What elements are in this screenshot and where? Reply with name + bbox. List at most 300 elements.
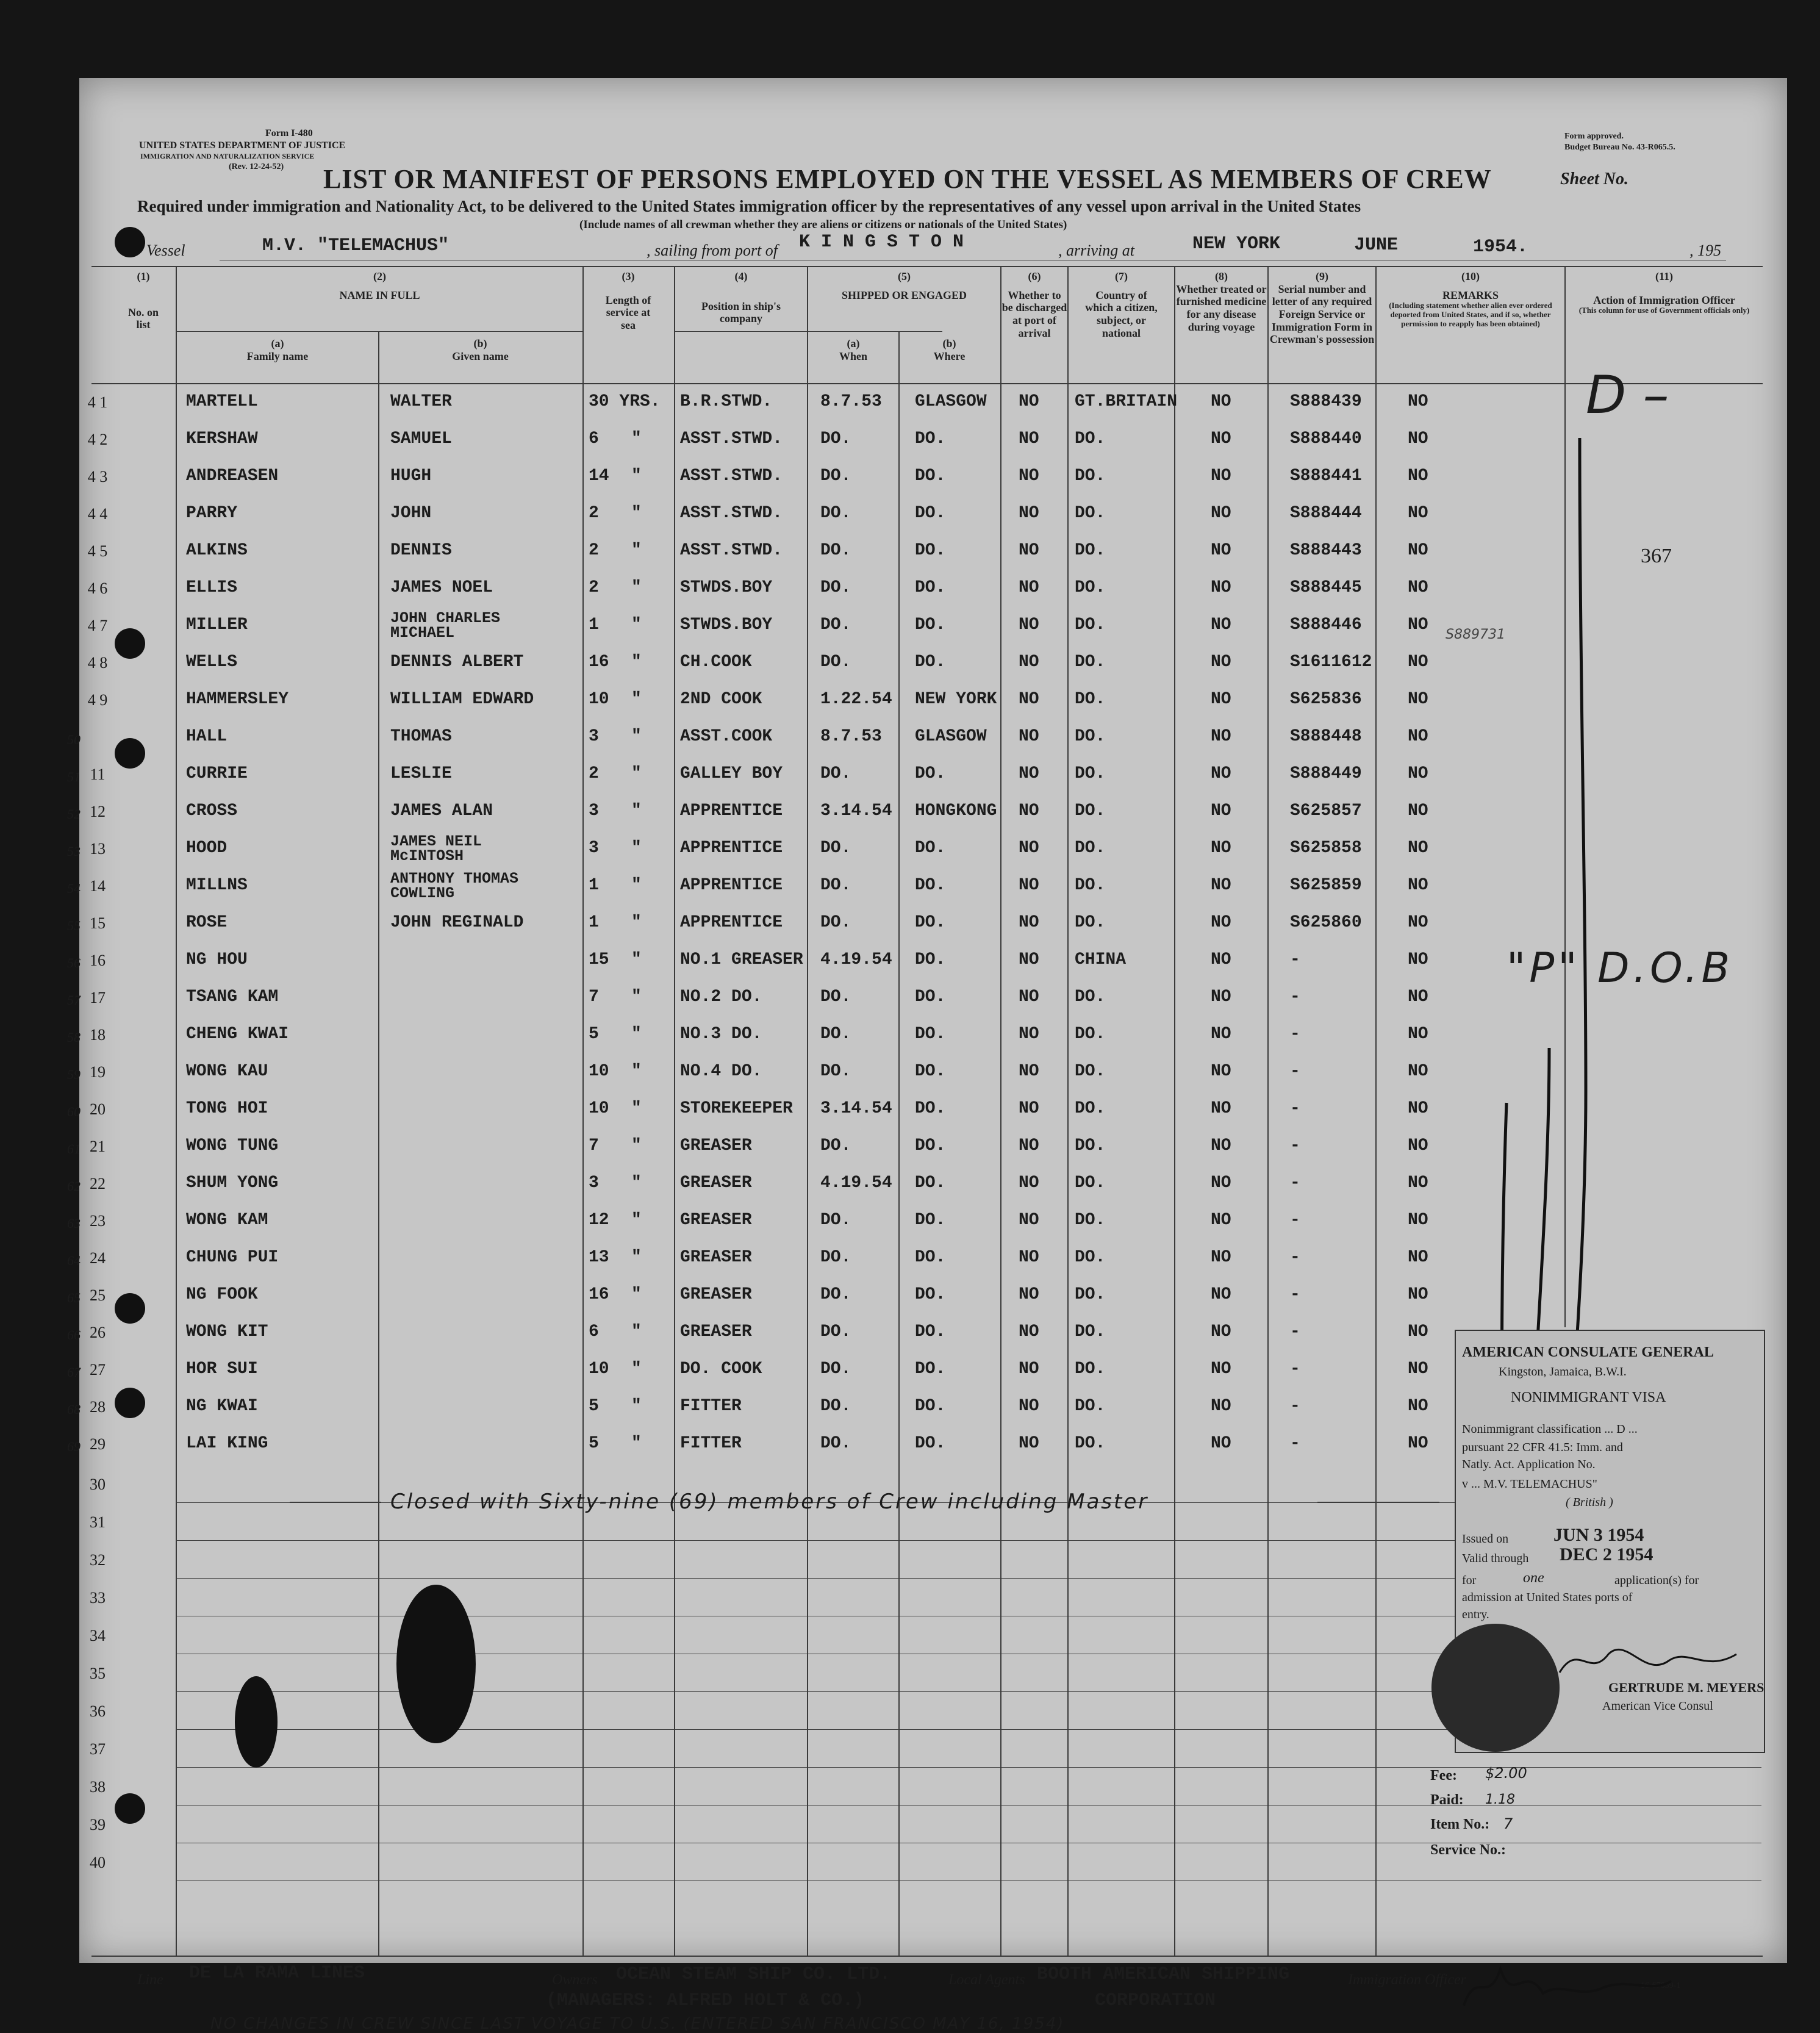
cell-position: GREASER xyxy=(680,1322,752,1341)
cell-position: NO.2 DO. xyxy=(680,988,762,1006)
cell-country: CHINA xyxy=(1075,950,1127,969)
row-number-handwritten: 54 xyxy=(67,881,81,896)
cell-where: DO. xyxy=(915,1322,946,1341)
ditto-mark: " xyxy=(631,801,642,820)
row-number: 34 xyxy=(90,1627,106,1644)
stamp-location: Kingston, Jamaica, B.W.I. xyxy=(1499,1365,1627,1379)
ditto-mark: " xyxy=(631,541,642,560)
cell-serial: S625860 xyxy=(1290,913,1362,932)
cell-medicine: NO xyxy=(1211,1174,1231,1192)
cell-family: NG KWAI xyxy=(186,1397,258,1416)
cell-position: NO.1 GREASER xyxy=(680,950,803,969)
cell-discharged: NO xyxy=(1019,1211,1039,1230)
cell-discharged: NO xyxy=(1019,578,1039,597)
cell-length: 30 YRS. xyxy=(589,392,661,411)
col3-header: (3) Length of service at sea xyxy=(605,270,651,332)
footer-line: DE LA RAMA LINES xyxy=(189,1963,365,1984)
cell-position: STWDS.BOY xyxy=(680,615,773,634)
cell-serial: - xyxy=(1290,1211,1300,1230)
cell-family: CURRIE xyxy=(186,764,248,783)
cell-family: WONG KIT xyxy=(186,1322,268,1341)
footer-owners: OCEAN STEAM SHIP CO. LTD. xyxy=(616,1964,891,1985)
cell-discharged: NO xyxy=(1019,1397,1039,1416)
ditto-mark: " xyxy=(631,1136,642,1155)
cell-when: DO. xyxy=(820,653,851,672)
stamp-consulate: AMERICAN CONSULATE GENERAL xyxy=(1462,1344,1714,1360)
cell-country: DO. xyxy=(1075,876,1106,895)
pdob-mark: "P" D.O.B xyxy=(1507,944,1734,992)
cell-medicine: NO xyxy=(1211,1025,1231,1044)
cell-discharged: NO xyxy=(1019,1099,1039,1118)
paid-label: Paid: xyxy=(1430,1792,1464,1808)
cell-position: GREASER xyxy=(680,1285,752,1304)
ditto-mark: " xyxy=(631,1099,642,1118)
cell-position: STWDS.BOY xyxy=(680,578,773,597)
stamp-for-value: one xyxy=(1523,1570,1544,1586)
cell-discharged: NO xyxy=(1019,690,1039,709)
cell-medicine: NO xyxy=(1211,1397,1231,1416)
ditto-mark: " xyxy=(631,1397,642,1416)
cell-medicine: NO xyxy=(1211,1211,1231,1230)
cell-medicine: NO xyxy=(1211,876,1231,895)
cell-length: 2 xyxy=(589,764,599,783)
cell-country: DO. xyxy=(1075,1248,1106,1267)
cell-serial: - xyxy=(1290,1062,1300,1081)
cell-serial: S625858 xyxy=(1290,839,1362,858)
cell-serial: S888449 xyxy=(1290,764,1362,783)
cell-where: DO. xyxy=(915,1136,946,1155)
cell-when: DO. xyxy=(820,1025,851,1044)
cell-medicine: NO xyxy=(1211,467,1231,486)
cell-discharged: NO xyxy=(1019,1174,1039,1192)
cell-serial: S888440 xyxy=(1290,429,1362,448)
name-subheader-line xyxy=(177,331,582,332)
cell-where: DO. xyxy=(915,429,946,448)
cell-position: GREASER xyxy=(680,1174,752,1192)
cell-remarks: NO xyxy=(1408,429,1428,448)
cell-discharged: NO xyxy=(1019,727,1039,746)
cell-given: ANTHONY THOMAS xyxy=(390,870,519,887)
cell-where: GLASGOW xyxy=(915,727,987,746)
cell-family: KERSHAW xyxy=(186,429,258,448)
revision: (Rev. 12-24-52) xyxy=(229,162,284,171)
cell-family: ANDREASEN xyxy=(186,467,279,486)
cell-position: B.R.STWD. xyxy=(680,392,773,411)
cell-medicine: NO xyxy=(1211,1322,1231,1341)
cell-medicine: NO xyxy=(1211,1248,1231,1267)
ditto-mark: " xyxy=(631,1174,642,1192)
cell-medicine: NO xyxy=(1211,801,1231,820)
cell-when: DO. xyxy=(820,839,851,858)
cell-given: JOHN xyxy=(390,504,432,523)
cell-discharged: NO xyxy=(1019,801,1039,820)
cell-remarks: NO xyxy=(1408,541,1428,560)
cell-where: DO. xyxy=(915,950,946,969)
cell-where: DO. xyxy=(915,839,946,858)
row-number: 27 xyxy=(90,1361,106,1379)
cell-discharged: NO xyxy=(1019,1136,1039,1155)
cell-when: DO. xyxy=(820,1062,851,1081)
punch-hole xyxy=(115,227,145,257)
cell-remarks: NO xyxy=(1408,1062,1428,1081)
cell-length: 1 xyxy=(589,615,599,634)
cell-length: 1 xyxy=(589,876,599,895)
footer-agents-line2: CORPORATION xyxy=(1095,1990,1216,2011)
row-number-handwritten: 57 xyxy=(67,992,81,1008)
cell-remarks: NO xyxy=(1408,653,1428,672)
punch-hole xyxy=(115,1793,145,1824)
manifest-page xyxy=(67,78,1787,2033)
cell-medicine: NO xyxy=(1211,1434,1231,1453)
ditto-mark: " xyxy=(631,504,642,523)
cell-given: JAMES ALAN xyxy=(390,801,493,820)
cell-serial: S888441 xyxy=(1290,467,1362,486)
footer-owners-label: Owners xyxy=(552,1972,598,1988)
row-number: 13 xyxy=(90,840,106,858)
row-number: 4 3 xyxy=(87,468,108,486)
cell-given: WILLIAM EDWARD xyxy=(390,690,534,709)
stamp-classification: Nonimmigrant classification ... D ... xyxy=(1462,1422,1638,1436)
cell-family: HAMMERSLEY xyxy=(186,690,289,709)
cell-position: NO.3 DO. xyxy=(680,1025,762,1044)
cell-medicine: NO xyxy=(1211,1099,1231,1118)
fee-label: Fee: xyxy=(1430,1768,1457,1784)
arriving-label: , arriving at xyxy=(1058,242,1134,259)
row-number-handwritten: 59 xyxy=(67,1067,81,1082)
row-number-handwritten: 52 xyxy=(67,806,81,822)
cell-remarks: NO xyxy=(1408,1285,1428,1304)
cell-remarks: NO xyxy=(1408,1099,1428,1118)
form-subtitle: Required under immigration and Nationality Act, to be delivered to the United States immigration officer by the representatives of any vessel upon arrival in the United States xyxy=(137,197,1361,215)
cell-discharged: NO xyxy=(1019,429,1039,448)
row-number: 11 xyxy=(90,766,106,783)
cell-country: DO. xyxy=(1075,727,1106,746)
cell-where: DO. xyxy=(915,1174,946,1192)
cell-when: DO. xyxy=(820,1322,851,1341)
cell-remarks: NO xyxy=(1408,690,1428,709)
cell-position: ASST.STWD. xyxy=(680,429,783,448)
cell-position: ASST.STWD. xyxy=(680,504,783,523)
cell-when: DO. xyxy=(820,504,851,523)
header-bottom-border xyxy=(91,383,1763,384)
cell-where: DO. xyxy=(915,876,946,895)
cell-position: DO. COOK xyxy=(680,1360,762,1379)
row-number-handwritten: 65 xyxy=(67,1290,81,1305)
row-number-handwritten: 64 xyxy=(67,1253,81,1268)
cell-discharged: NO xyxy=(1019,1322,1039,1341)
form-note: (Include names of all crewman whether they are aliens or citizens or nationals of the United States) xyxy=(579,218,1067,231)
cell-remarks: NO xyxy=(1408,1025,1428,1044)
stamp-issued-date: JUN 3 1954 xyxy=(1553,1525,1644,1545)
row-number: 4 5 xyxy=(87,542,108,560)
cell-length: 3 xyxy=(589,839,599,858)
ditto-mark: " xyxy=(631,764,642,783)
arrival-year: 1954. xyxy=(1473,237,1528,257)
cell-when: DO. xyxy=(820,1248,851,1267)
cell-discharged: NO xyxy=(1019,1360,1039,1379)
sailing-label: , sailing from port of xyxy=(647,242,778,259)
closing-dash-left xyxy=(290,1502,381,1503)
cell-position: STOREKEEPER xyxy=(680,1099,793,1118)
ditto-mark: " xyxy=(631,727,642,746)
cell-discharged: NO xyxy=(1019,467,1039,486)
cell-when: DO. xyxy=(820,615,851,634)
cell-position: APPRENTICE xyxy=(680,913,783,932)
cell-discharged: NO xyxy=(1019,541,1039,560)
item-label: Item No.: xyxy=(1430,1816,1490,1832)
row-number: 25 xyxy=(90,1286,106,1304)
cell-length: 16 xyxy=(589,1285,609,1304)
row-number: 18 xyxy=(90,1026,106,1044)
cell-remarks: NO xyxy=(1408,1322,1428,1341)
ditto-mark: " xyxy=(631,839,642,858)
cell-length: 14 xyxy=(589,467,609,486)
row-number: 30 xyxy=(90,1475,106,1493)
cell-remarks: NO xyxy=(1408,1136,1428,1155)
cell-country: DO. xyxy=(1075,764,1106,783)
cell-remarks: NO xyxy=(1408,876,1428,895)
cell-where: DO. xyxy=(915,1211,946,1230)
cell-given: JAMES NOEL xyxy=(390,578,493,597)
cell-position: APPRENTICE xyxy=(680,839,783,858)
cell-position: ASST.STWD. xyxy=(680,541,783,560)
cell-when: 1.22.54 xyxy=(820,690,892,709)
cell-family: WONG KAU xyxy=(186,1062,268,1081)
row-number: 4 4 xyxy=(87,505,108,523)
cell-length: 16 xyxy=(589,653,609,672)
cell-where: DO. xyxy=(915,1025,946,1044)
cell-length: 6 xyxy=(589,1322,599,1341)
row-number: 4 6 xyxy=(87,579,108,597)
cell-remarks: NO xyxy=(1408,1434,1428,1453)
cell-country: DO. xyxy=(1075,1360,1106,1379)
stamp-issued-label: Issued on xyxy=(1462,1532,1509,1546)
cell-discharged: NO xyxy=(1019,764,1039,783)
cell-when: DO. xyxy=(820,1211,851,1230)
stamp-for-label: for xyxy=(1462,1574,1477,1587)
cell-where: DO. xyxy=(915,988,946,1006)
vessel-label: Vessel xyxy=(146,242,185,259)
closing-dash-right xyxy=(1317,1502,1439,1503)
row-number: 37 xyxy=(90,1740,106,1758)
cell-family: ALKINS xyxy=(186,541,248,560)
col5a-header: (a) When xyxy=(839,337,867,362)
cell-where: DO. xyxy=(915,578,946,597)
row-number-handwritten: 53 xyxy=(67,844,81,859)
cell-when: DO. xyxy=(820,467,851,486)
cell-family: WONG TUNG xyxy=(186,1136,279,1155)
ditto-mark: " xyxy=(631,467,642,486)
cell-position: FITTER xyxy=(680,1397,742,1416)
cell-discharged: NO xyxy=(1019,1434,1039,1453)
stamp-entry: entry. xyxy=(1462,1608,1489,1621)
cell-country: DO. xyxy=(1075,1322,1106,1341)
cell-serial: - xyxy=(1290,1285,1300,1304)
cell-remarks: NO xyxy=(1408,467,1428,486)
row-number: 36 xyxy=(90,1702,106,1720)
cell-serial: S888448 xyxy=(1290,727,1362,746)
cell-length: 12 xyxy=(589,1211,609,1230)
cell-given: HUGH xyxy=(390,467,432,486)
cell-family: WELLS xyxy=(186,653,238,672)
cell-serial: - xyxy=(1290,1322,1300,1341)
cell-where: DO. xyxy=(915,764,946,783)
stamp-flag: ( British ) xyxy=(1566,1496,1613,1509)
form-number: Form I-480 xyxy=(265,128,313,138)
visa-stamp xyxy=(1455,1330,1765,1753)
cell-position: CH.COOK xyxy=(680,653,752,672)
ditto-mark: " xyxy=(631,615,642,634)
consular-seal xyxy=(1431,1624,1560,1752)
department: UNITED STATES DEPARTMENT OF JUSTICE xyxy=(139,140,346,151)
consul-signature xyxy=(1553,1636,1749,1685)
cell-country: DO. xyxy=(1075,1025,1106,1044)
cell-discharged: NO xyxy=(1019,653,1039,672)
col8-header: (8) Whether treated or furnished medicine for any disease during voyage xyxy=(1176,270,1267,333)
col10-header: (10) REMARKS (Including statement whether alien ever ordered deported from United States, and if so, whether permission to reapply has been obtained) xyxy=(1389,270,1552,329)
cell-given: WALTER xyxy=(390,392,452,411)
stamp-pursuant: pursuant 22 CFR 41.5: Imm. and xyxy=(1462,1441,1623,1454)
ditto-mark: " xyxy=(631,950,642,969)
cell-family: MARTELL xyxy=(186,392,258,411)
row-number: 20 xyxy=(90,1100,106,1118)
cell-medicine: NO xyxy=(1211,429,1231,448)
cell-family: CHENG KWAI xyxy=(186,1025,289,1044)
footer-managers: (MANAGERS: ALFRED HOLT & CO.) xyxy=(546,1990,865,2011)
cell-position: NO.4 DO. xyxy=(680,1062,762,1081)
cell-length: 6 xyxy=(589,429,599,448)
cell-given-line2: COWLING xyxy=(390,884,455,902)
stamp-consul-name: GERTRUDE M. MEYERS xyxy=(1608,1680,1764,1695)
cell-discharged: NO xyxy=(1019,392,1039,411)
cell-discharged: NO xyxy=(1019,1248,1039,1267)
row-number-handwritten: 66 xyxy=(67,1327,81,1343)
cell-length: 10 xyxy=(589,690,609,709)
col4-header: (4) Position in ship's company xyxy=(701,270,781,325)
service-label: Service No.: xyxy=(1430,1842,1506,1858)
remark-47: S889731 xyxy=(1446,627,1505,642)
cell-given: JOHN CHARLES xyxy=(390,609,501,627)
punch-hole xyxy=(115,628,145,659)
cell-when: 3.14.54 xyxy=(820,1099,892,1118)
cell-serial: S888445 xyxy=(1290,578,1362,597)
row-number: 14 xyxy=(90,877,106,895)
cell-length: 1 xyxy=(589,913,599,932)
cell-remarks: NO xyxy=(1408,615,1428,634)
cell-position: APPRENTICE xyxy=(680,876,783,895)
ditto-mark: " xyxy=(631,988,642,1006)
cell-where: DO. xyxy=(915,1434,946,1453)
cell-discharged: NO xyxy=(1019,913,1039,932)
row-number-handwritten: 50 xyxy=(67,732,81,747)
cell-given: JAMES NEIL xyxy=(390,833,482,850)
cell-when: 3.14.54 xyxy=(820,801,892,820)
stamp-valid-label: Valid through xyxy=(1462,1552,1529,1565)
cell-when: 4.19.54 xyxy=(820,950,892,969)
row-number: 4 9 xyxy=(87,691,108,709)
row-number-handwritten: 69 xyxy=(67,1439,81,1454)
col1-header: (1) No. on list xyxy=(127,270,159,331)
row-number: 24 xyxy=(90,1249,106,1267)
action-d-mark: D – xyxy=(1586,365,1669,426)
cell-position: 2ND COOK xyxy=(680,690,762,709)
cell-family: TSANG KAM xyxy=(186,988,279,1006)
cell-where: DO. xyxy=(915,653,946,672)
col5-header: (5) SHIPPED OR ENGAGED xyxy=(841,270,967,301)
cell-family: CHUNG PUI xyxy=(186,1248,279,1267)
row-number-handwritten: 68 xyxy=(67,1402,81,1417)
cell-serial: S625859 xyxy=(1290,876,1362,895)
cell-discharged: NO xyxy=(1019,876,1039,895)
cell-when: DO. xyxy=(820,913,851,932)
row-number-handwritten: 63 xyxy=(67,1216,81,1231)
row-number: 4 8 xyxy=(87,654,108,672)
cell-where: GLASGOW xyxy=(915,392,987,411)
cell-remarks: NO xyxy=(1408,764,1428,783)
wax-blot-large xyxy=(396,1585,476,1743)
cell-remarks: NO xyxy=(1408,988,1428,1006)
cell-family: NG FOOK xyxy=(186,1285,258,1304)
cell-family: MILLER xyxy=(186,615,248,634)
cell-serial: - xyxy=(1290,950,1300,969)
cell-family: ELLIS xyxy=(186,578,238,597)
cell-remarks: NO xyxy=(1408,1211,1428,1230)
cell-given: SAMUEL xyxy=(390,429,452,448)
cell-length: 15 xyxy=(589,950,609,969)
row-number-handwritten: 58 xyxy=(67,1030,81,1045)
footer-line-label: Line xyxy=(137,1972,163,1988)
cell-discharged: NO xyxy=(1019,988,1039,1006)
cell-remarks: NO xyxy=(1408,727,1428,746)
row-number: 17 xyxy=(90,989,106,1006)
row-number: 12 xyxy=(90,803,106,820)
cell-when: DO. xyxy=(820,429,851,448)
row-number: 35 xyxy=(90,1665,106,1682)
cell-country: DO. xyxy=(1075,467,1106,486)
cell-when: 8.7.53 xyxy=(820,727,882,746)
cell-given-line2: McINTOSH xyxy=(390,847,464,865)
table-top-border xyxy=(91,266,1763,267)
row-number: 32 xyxy=(90,1551,106,1569)
cell-family: CROSS xyxy=(186,801,238,820)
row-number: 33 xyxy=(90,1589,106,1607)
stamp-visa-type: NONIMMIGRANT VISA xyxy=(1511,1389,1666,1405)
cell-discharged: NO xyxy=(1019,615,1039,634)
cell-serial: S888446 xyxy=(1290,615,1362,634)
cell-country: DO. xyxy=(1075,1174,1106,1192)
cell-serial: - xyxy=(1290,1434,1300,1453)
cell-remarks: NO xyxy=(1408,1174,1428,1192)
row-number-handwritten: 67 xyxy=(67,1364,81,1380)
row-number: 4 2 xyxy=(87,431,108,448)
footer-agents: BOOTH AMERICAN SHIPPING xyxy=(1037,1964,1290,1985)
ditto-mark: " xyxy=(631,1211,642,1230)
row-number: 4 7 xyxy=(87,617,108,634)
cell-where: DO. xyxy=(915,615,946,634)
footer-handwritten-note: NO CHANGES IN CREW SINCE LAST VOYAGE TO U.S. (ENTERED SAN FRANCISCO MAY 16, 1954) xyxy=(210,2015,1065,2033)
ditto-mark: " xyxy=(631,1285,642,1304)
row-number: 31 xyxy=(90,1513,106,1531)
cell-where: NEW YORK xyxy=(915,690,997,709)
cell-position: GALLEY BOY xyxy=(680,764,783,783)
cell-discharged: NO xyxy=(1019,950,1039,969)
cell-country: DO. xyxy=(1075,690,1106,709)
cell-given: DENNIS ALBERT xyxy=(390,653,524,672)
cell-serial: S625857 xyxy=(1290,801,1362,820)
col2-header: (2) NAME IN FULL xyxy=(339,270,420,301)
cell-when: 8.7.53 xyxy=(820,392,882,411)
cell-country: DO. xyxy=(1075,801,1106,820)
